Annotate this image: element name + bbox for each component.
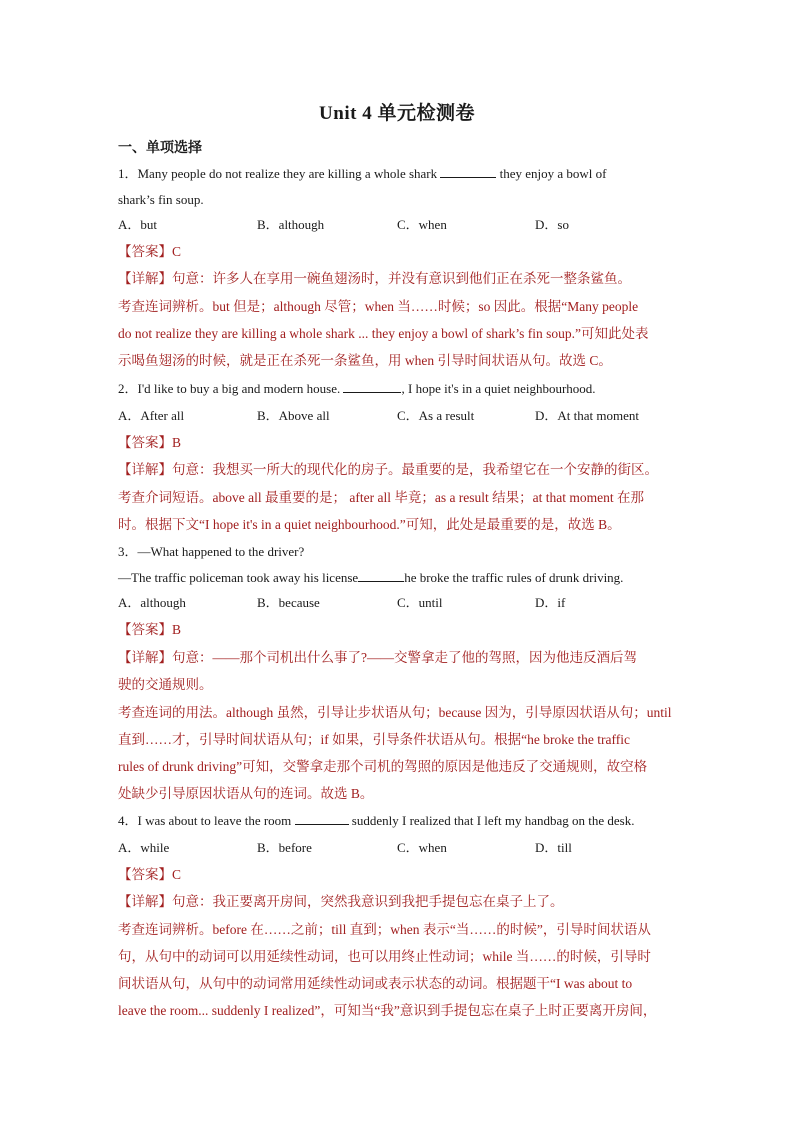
- option-d: D．till: [535, 840, 572, 855]
- detail-line: 【详解】句意：我正要离开房间，突然我意识到我把手提包忘在桌子上了。: [118, 894, 564, 909]
- detail-line: 直到……才，引导时间状语从句；if 如果，引导条件状语从句。根据“he broke the traffic: [118, 732, 630, 747]
- detail-line: 【详解】句意：我想买一所大的现代化的房子。最重要的是，我希望它在一个安静的街区。: [118, 462, 658, 477]
- page-title: Unit 4 单元检测卷: [319, 103, 475, 124]
- detail-line: 【详解】句意：——那个司机出什么事了?——交警拿走了他的驾照，因为他违反酒后驾: [118, 650, 637, 665]
- detail-line: rules of drunk driving”可知，交警拿走那个司机的驾照的原因是他违反了交通规则，故空格: [118, 759, 648, 774]
- answer-line: 【答案】B: [118, 435, 182, 450]
- stem-text: they enjoy a bowl of: [496, 166, 607, 181]
- detail-line: 时。根据下文“I hope it's in a quiet neighbourhood.”可知，此处是最重要的是，故选 B。: [118, 517, 621, 532]
- detail-line: 考查连词辨析。but 但是；although 尽管；when 当……时候；so 因此。根据“Many people: [118, 299, 639, 314]
- option-a: A．After all: [118, 408, 185, 423]
- option-a: A．while: [118, 840, 170, 855]
- detail-line: 处缺少引导原因状语从句的连词。故选 B。: [118, 786, 374, 801]
- stem-text: , I hope it's in a quiet neighbourhood.: [401, 381, 596, 396]
- question-2-stem: [118, 379, 596, 399]
- option-c: C．As a result: [397, 408, 475, 423]
- option-a: A．but: [118, 217, 158, 232]
- detail-line: 句，从句中的动词可以用延续性动词，也可以用终止性动词；while 当……的时候，引导时: [118, 949, 651, 964]
- detail-line: 考查介词短语。above all 最重要的是； after all 毕竟；as a result 结果；at that moment 在那: [118, 490, 645, 505]
- answer-line: 【答案】C: [118, 867, 182, 882]
- option-d: D．At that moment: [535, 408, 639, 423]
- option-b: B．although: [257, 217, 325, 232]
- option-b: B．Above all: [257, 408, 330, 423]
- detail-line: 间状语从句，从句中的动词常用延续性动词或表示状态的动词。根据题干“I was about to: [118, 976, 633, 991]
- answer-blank: [358, 569, 404, 582]
- option-c: C．until: [397, 595, 443, 610]
- question-1-stem-cont: shark’s fin soup.: [118, 192, 204, 207]
- stem-text: 4．I was about to leave the room: [118, 813, 295, 828]
- question-4-stem: [118, 811, 634, 831]
- detail-line: do not realize they are killing a whole shark ... they enjoy a bowl of shark’s fin soup.”可知此处表: [118, 326, 649, 341]
- option-c: C．when: [397, 840, 447, 855]
- detail-line: 驶的交通规则。: [118, 677, 213, 692]
- stem-text: suddenly I realized that I left my handbag on the desk.: [348, 813, 635, 828]
- detail-line: 考查连词的用法。although 虽然，引导让步状语从句；because 因为，引导原因状语从句；until: [118, 705, 672, 720]
- option-b: B．before: [257, 840, 312, 855]
- answer-line: 【答案】B: [118, 622, 182, 637]
- question-3-stem: 3．—What happened to the driver?: [118, 544, 305, 559]
- answer-blank: [343, 380, 401, 393]
- option-b: B．because: [257, 595, 320, 610]
- question-1-stem: [118, 164, 607, 184]
- detail-line: 考查连词辨析。before 在……之前；till 直到；when 表示“当……的时候”，引导时间状语从: [118, 922, 651, 937]
- stem-text: he broke the traffic rules of drunk driving.: [404, 570, 624, 585]
- detail-line: 示喝鱼翅汤的时候，就是正在杀死一条鲨鱼，用 when 引导时间状语从句。故选 C。: [118, 353, 612, 368]
- option-c: C．when: [397, 217, 447, 232]
- stem-text: —The traffic policeman took away his license: [118, 570, 359, 585]
- answer-blank: [295, 812, 349, 825]
- option-d: D．if: [535, 595, 566, 610]
- detail-line: leave the room... suddenly I realized”，可知当“我”意识到手提包忘在桌子上时正要离开房间，: [118, 1003, 657, 1018]
- stem-text: 1．Many people do not realize they are killing a whole shark: [118, 166, 441, 181]
- option-a: A．although: [118, 595, 186, 610]
- answer-line: 【答案】C: [118, 244, 182, 259]
- section-heading: 一、单项选择: [118, 141, 202, 156]
- answer-blank: [440, 165, 496, 178]
- question-3-stem-cont: [118, 568, 623, 588]
- option-d: D．so: [535, 217, 569, 232]
- detail-line: 【详解】句意：许多人在享用一碗鱼翅汤时，并没有意识到他们正在杀死一整条鲨鱼。: [118, 271, 631, 286]
- stem-text: 2．I'd like to buy a big and modern house.: [118, 381, 344, 396]
